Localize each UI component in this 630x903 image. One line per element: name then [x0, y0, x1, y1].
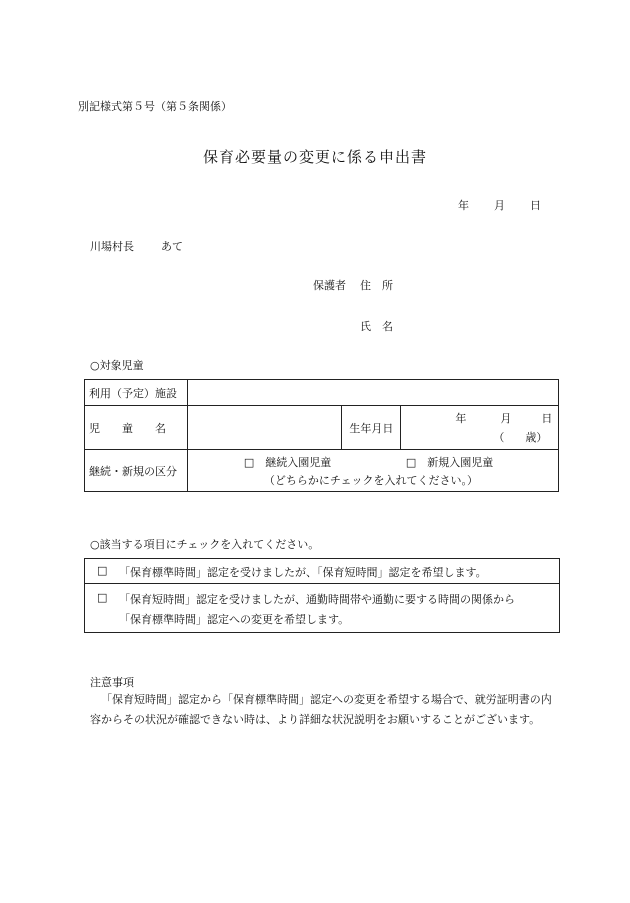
category-note: （どちらかにチェックを入れてください。） [263, 473, 479, 487]
birthdate-value-cell[interactable] [401, 406, 559, 450]
checkbox-icon[interactable]: □ [97, 564, 108, 577]
facility-value-cell[interactable] [187, 380, 558, 406]
form-number: 別記様式第５号（第５条関係） [78, 100, 232, 113]
check-items-box [84, 558, 560, 633]
check-item-text: 「保育標準時間」認定を受けましたが、「保育短時間」認定を希望します。 [119, 566, 487, 579]
birth-day-label: 日 [541, 411, 553, 425]
checkbox-icon[interactable]: □ [97, 591, 108, 604]
check-section-heading: ○該当する項目にチェックを入れてください。 [90, 538, 320, 551]
child-name-label: 児 童 名 [85, 406, 188, 450]
check-item-text-line-2: 「保育標準時間」認定への変更を希望します。 [119, 613, 350, 626]
age-open-paren: （ [493, 430, 505, 444]
check-item-row[interactable] [85, 559, 559, 584]
birth-year-label: 年 [455, 411, 467, 425]
option-continuing-checkbox[interactable]: □ 継続入園児童 [243, 455, 332, 469]
date-year-label: 年 [458, 199, 469, 212]
name-label-2: 名 [382, 320, 393, 333]
date-day-label: 日 [530, 199, 541, 212]
child-name-value-cell[interactable] [187, 406, 342, 450]
page-title: 保育必要量の変更に係る申出書 [202, 148, 427, 166]
addressee-suffix: あて [161, 240, 183, 253]
notes-body: 「保育短時間」認定から「保育標準時間」認定への変更を希望する場合で、就労証明書の内容からその状況が確認できない時は、より詳細な状況説明をお願いすることがございます。 [90, 693, 552, 726]
birth-month-label: 月 [500, 411, 512, 425]
birthdate-label: 生年月日 [342, 406, 401, 450]
child-section-heading: ○対象児童 [90, 359, 144, 372]
address-label: 住 [360, 279, 371, 292]
category-cell [187, 450, 558, 492]
addressee-name: 川場村長 [90, 240, 134, 253]
facility-label: 利用（予定）施設 [85, 380, 188, 406]
address-label-2: 所 [382, 279, 393, 292]
date-month-label: 月 [494, 199, 505, 212]
category-label: 継続・新規の区分 [85, 450, 188, 492]
child-info-table [84, 379, 559, 492]
notes-heading: 注意事項 [90, 676, 134, 689]
option-new-checkbox[interactable]: □ 新規入園児童 [405, 455, 494, 469]
guardian-label: 保護者 [313, 279, 346, 292]
age-label: 歳） [525, 430, 548, 444]
check-item-text: 「保育短時間」認定を受けましたが、通勤時間帯や通勤に要する時間の関係から [119, 593, 515, 606]
check-item-row[interactable] [85, 584, 559, 632]
name-label: 氏 [360, 320, 371, 333]
